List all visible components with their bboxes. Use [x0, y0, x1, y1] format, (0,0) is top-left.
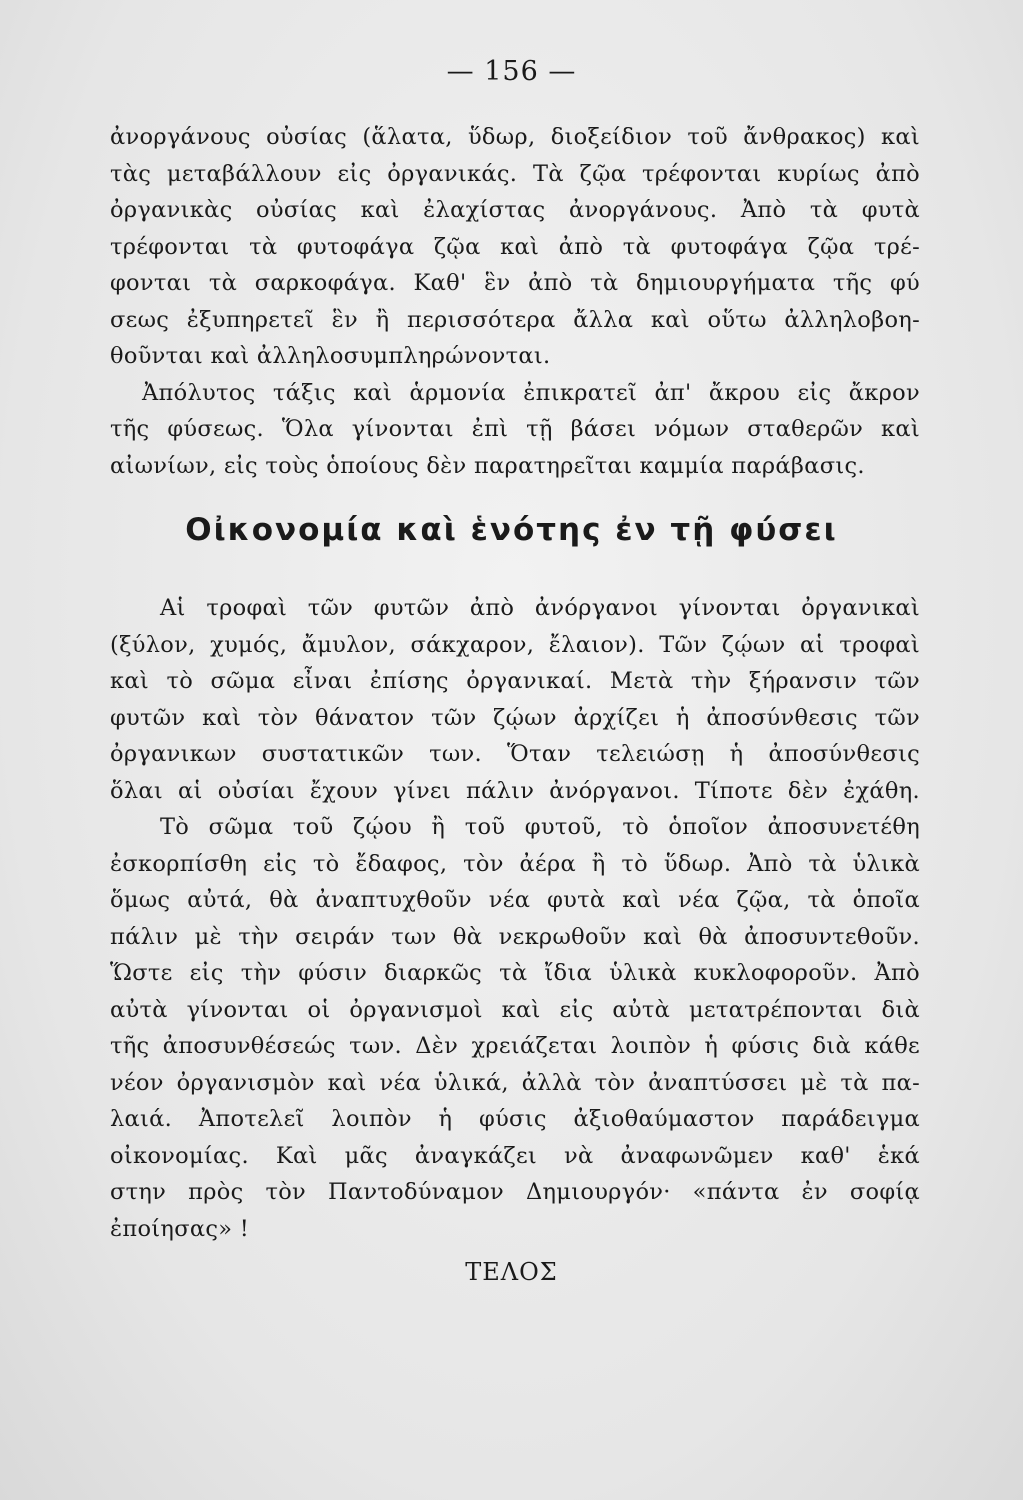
text-line: αὐτὰ γίνονται οἱ ὀργανισμοὶ καὶ εἰς αὐτὰ μετατρέπονται διὰ	[110, 996, 920, 1023]
text-line: φυτῶν καὶ τὸν θάνατον τῶν ζῴων ἀρχίζει ἡ ἀποσύνθεσις τῶν	[110, 704, 920, 731]
end-marker: ΤΕΛΟΣ	[465, 1258, 558, 1286]
paragraph-block-1	[110, 119, 920, 484]
text-line: Ἀπόλυτος τάξις καὶ ἁρμονία ἐπικρατεῖ ἀπ' ἄκρου εἰς ἄκρον	[142, 379, 920, 406]
text-line: ἐποίησας» !	[110, 1215, 250, 1242]
text-line: ἀνοργάνους οὐσίας (ἅλατα, ὕδωρ, διοξείδιον τοῦ ἄνθρακος) καὶ	[110, 124, 920, 150]
paragraph-block-2	[110, 590, 920, 1247]
page-number: — 156 —	[446, 56, 577, 87]
text-line: οἰκονομίας. Καὶ μᾶς ἀναγκάζει νὰ ἀναφωνῶμεν καθ' ἑκά	[110, 1142, 920, 1169]
text-line: πάλιν μὲ τὴν σειράν των θὰ νεκρωθοῦν καὶ θὰ ἀποσυντεθοῦν.	[110, 923, 920, 950]
text-line: νέον ὀργανισμὸν καὶ νέα ὑλικά, ἀλλὰ τὸν ἀναπτύσσει μὲ τὰ πα-	[110, 1069, 920, 1096]
text-line: ὅλαι αἱ οὐσίαι ἔχουν γίνει πάλιν ἀνόργανοι. Τίποτε δὲν ἐχάθη.	[110, 777, 920, 804]
text-line: καὶ τὸ σῶμα εἶναι ἐπίσης ὀργανικαί. Μετὰ τὴν ξήρανσιν τῶν	[110, 668, 920, 694]
text-line: ὀργανικὰς οὐσίας καὶ ἐλαχίστας ἀνοργάνους. Ἀπὸ τὰ φυτὰ	[110, 197, 920, 223]
text-line: ἐσκορπίσθη εἰς τὸ ἔδαφος, τὸν ἀέρα ἢ τὸ ὕδωρ. Ἀπὸ τὰ ὑλικὰ	[110, 850, 920, 877]
text-line: τὰς μεταβάλλουν εἰς ὀργανικάς. Τὰ ζῷα τρέφονται κυρίως ἀπὸ	[110, 160, 920, 187]
text-line: Ὥστε εἰς τὴν φύσιν διαρκῶς τὰ ἴδια ὑλικὰ κυκλοφοροῦν. Ἀπὸ	[110, 960, 920, 986]
text-line: τῆς ἀποσυνθέσεώς των. Δὲν χρειάζεται λοιπὸν ἡ φύσις διὰ κάθε	[110, 1033, 920, 1059]
text-line: Αἱ τροφαὶ τῶν φυτῶν ἀπὸ ἀνόργανοι γίνονται ὀργανικαὶ	[160, 595, 920, 621]
text-line: Τὸ σῶμα τοῦ ζῴου ἢ τοῦ φυτοῦ, τὸ ὁποῖον ἀποσυνετέθη	[160, 814, 920, 840]
text-line: τρέφονται τὰ φυτοφάγα ζῷα καὶ ἀπὸ τὰ φυτοφάγα ζῷα τρέ-	[110, 233, 920, 260]
text-line: ὅμως αὐτά, θὰ ἀναπτυχθοῦν νέα φυτὰ καὶ νέα ζῷα, τὰ ὁποῖα	[110, 887, 920, 913]
text-line: στην πρὸς τὸν Παντοδύναμον Δημιουργόν· «πάντα ἐν σοφίᾳ	[110, 1179, 920, 1205]
text-line: φονται τὰ σαρκοφάγα. Καθ' ἓν ἀπὸ τὰ δημιουργήματα τῆς φύ	[110, 270, 920, 296]
text-line: ὀργανικων συστατικῶν των. Ὅταν τελειώσῃ ἡ ἀποσύνθεσις	[110, 741, 920, 767]
text-line: θοῦνται καὶ ἀλληλοσυμπληρώνονται.	[110, 343, 551, 369]
text-line: αἰωνίων, εἰς τοὺς ὁποίους δὲν παρατηρεῖται καμμία παράβασις.	[110, 452, 865, 479]
text-line: λαιά. Ἀποτελεῖ λοιπὸν ἡ φύσις ἀξιοθαύμαστον παράδειγμα	[110, 1106, 920, 1132]
text-line: σεως ἐξυπηρετεῖ ἓν ἢ περισσότερα ἄλλα καὶ οὕτω ἀλληλοβοη-	[110, 306, 920, 333]
text-line: (ξύλον, χυμός, ἄμυλον, σάκχαρον, ἔλαιον). Τῶν ζῴων αἱ τροφαὶ	[110, 631, 920, 658]
text-line: τῆς φύσεως. Ὅλα γίνονται ἐπὶ τῇ βάσει νόμων σταθερῶν καὶ	[110, 416, 920, 442]
section-heading: Οἰκονομία καὶ ἑνότης ἐν τῇ φύσει	[185, 512, 838, 548]
